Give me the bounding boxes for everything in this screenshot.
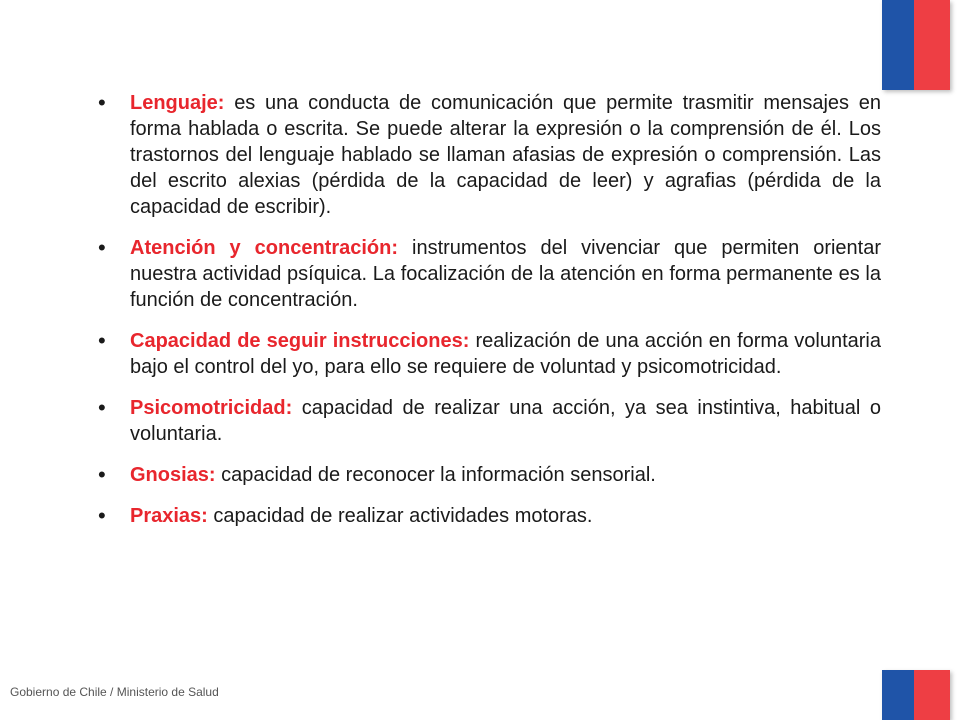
- bullet-term: Praxias:: [130, 505, 208, 527]
- bullet-dot-icon: •: [98, 90, 106, 115]
- flag-red-stripe: [914, 0, 950, 90]
- bullet-item-gnosias: [98, 462, 881, 488]
- bullet-item-instrucciones: [98, 328, 881, 380]
- bullet-text: capacidad de realizar actividades motoras.: [207, 505, 593, 527]
- bullet-item-praxias: [98, 503, 881, 529]
- bullet-text: capacidad de reconocer la información sensorial.: [215, 464, 656, 486]
- flag-red-stripe: [914, 670, 950, 720]
- bullet-term: Lenguaje:: [130, 92, 225, 114]
- bullet-term: Gnosias:: [130, 464, 216, 486]
- footer-text: Gobierno de Chile / Ministerio de Salud: [10, 685, 219, 699]
- bullet-text: es una conducta de comunicación que permite trasmitir mensajes en forma hablada o escrita. Se puede alterar la expresión o la comprensión de él. Los trastornos del lenguaje hablado se llaman afasias de expresión o comprensión. Las del escrito alexias (pérdida de la capacidad de leer) y agrafias (pérdida de la capacidad de escribir).: [130, 92, 881, 218]
- bullet-term: Atención y concentración:: [130, 237, 399, 259]
- bullet-item-psicomotricidad: [98, 395, 881, 447]
- flag-logo-top: [882, 0, 950, 90]
- bullet-text: instrumentos del vivenciar que permiten orientar nuestra actividad psíquica. La focalización de la atención en forma permanente es la función de concentración.: [130, 237, 882, 311]
- bullet-item-atencion: [98, 235, 881, 313]
- bullet-text: capacidad de realizar una acción, ya sea instintiva, habitual o voluntaria.: [130, 397, 881, 445]
- bullet-term: Psicomotricidad:: [130, 397, 293, 419]
- flag-blue-stripe: [882, 0, 914, 90]
- bullet-term: Capacidad de seguir instrucciones:: [130, 330, 470, 352]
- bullet-dot-icon: •: [98, 503, 106, 528]
- bullet-item-lenguaje: [98, 90, 881, 220]
- bullet-list: [98, 90, 881, 544]
- bullet-dot-icon: •: [98, 395, 106, 420]
- bullet-dot-icon: •: [98, 462, 106, 487]
- bullet-dot-icon: •: [98, 328, 106, 353]
- flag-logo-bottom: [882, 670, 950, 720]
- bullet-dot-icon: •: [98, 235, 106, 260]
- flag-blue-stripe: [882, 670, 914, 720]
- bullet-text: realización de una acción en forma voluntaria bajo el control del yo, para ello se requiere de voluntad y psicomotricidad.: [130, 330, 881, 378]
